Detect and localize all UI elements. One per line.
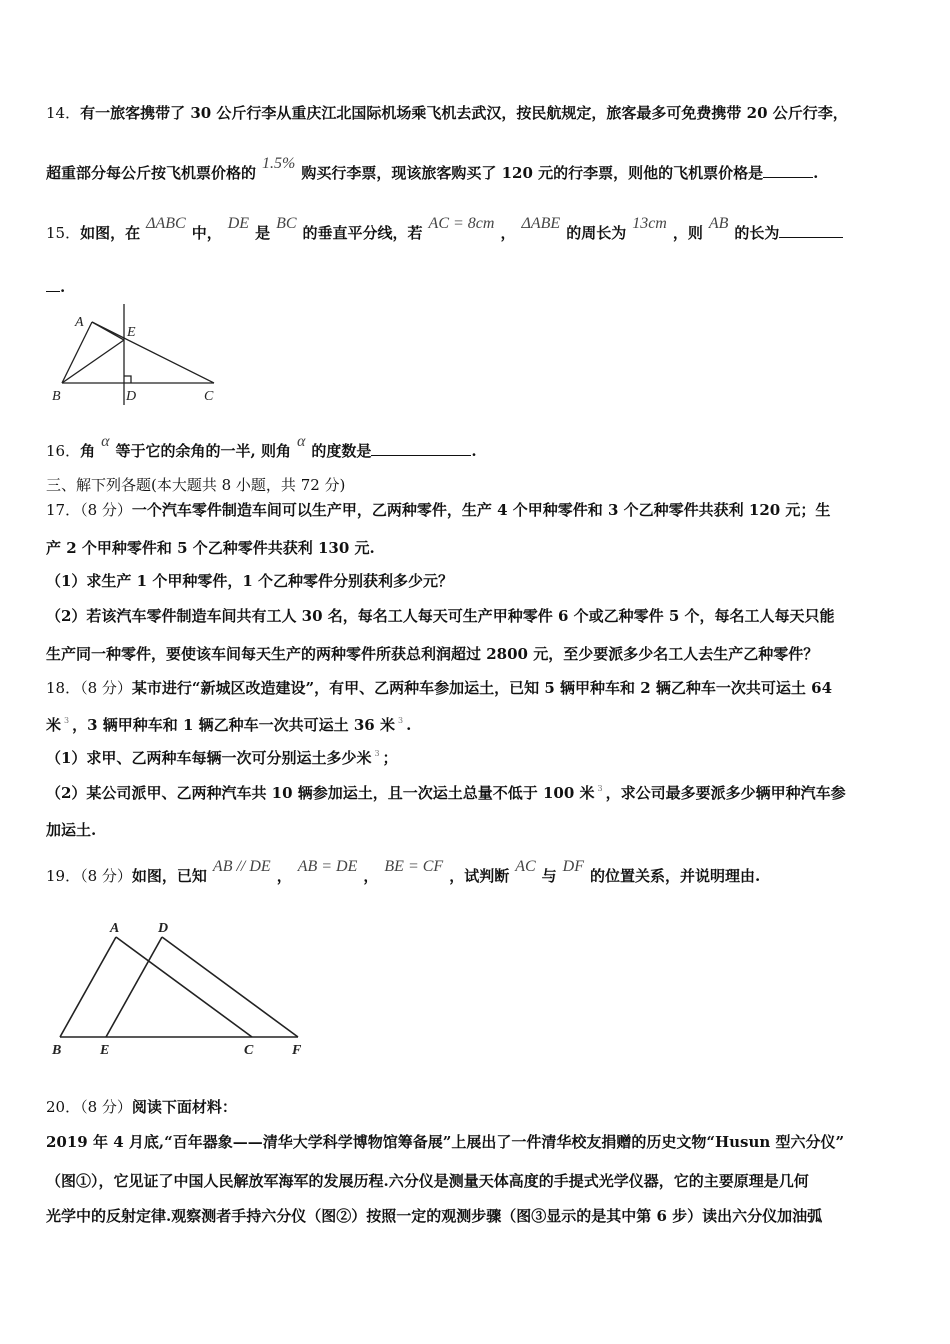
q20-material-3: 光学中的反射定律.观察测者手持六分仪（图②）按照一定的观测步骤（图③显示的是其中第 6 步）读出六分仪加油弧 xyxy=(46,1207,823,1225)
segment-df xyxy=(162,937,298,1037)
label-a: A xyxy=(110,921,120,936)
q18-sub-2-cont: 加运土. xyxy=(46,821,97,839)
q14-number: 14． xyxy=(46,104,81,122)
q20-material-1: 2019 年 4 月底,“百年器象——清华大学科学博物馆筹备展”上展出了一件清华校友捐赠的历史文物“Husun 型六分仪” xyxy=(46,1133,845,1151)
q19-line: 19．（8 分）如图，已知AB // DE，AB = DE，BE = CF，试判断AC与DF的位置关系，并说明理由. xyxy=(46,858,761,885)
q18-line-2: 米 $^3$ ，3 辆甲种车和 1 辆乙种车一次共可运土 36 米 $^3$ . xyxy=(46,716,412,734)
label-b: B xyxy=(52,389,61,404)
figure-q15-triangle xyxy=(44,300,234,410)
answer-blank xyxy=(371,441,471,456)
right-angle-mark xyxy=(124,376,131,383)
label-e: E xyxy=(100,1043,110,1058)
q17-sub-2a: （2）若该汽车零件制造车间共有工人 30 名，每名工人每天可生产甲种零件 6 个或乙种零件 5 个，每名工人每天只能 xyxy=(46,607,835,625)
label-a: A xyxy=(75,315,84,330)
q14-line-1: 14．有一旅客携带了 30 公斤行李从重庆江北国际机场乘飞机去武汉，按民航规定，旅客最多可免费携带 20 公斤行李， xyxy=(46,104,848,122)
math-percent: 1.5% xyxy=(262,155,296,172)
answer-blank xyxy=(763,163,813,178)
label-d: D xyxy=(126,389,137,404)
q18-sub-1: （1）求甲、乙两种车每辆一次可分别运土多少米 $^3$ ； xyxy=(46,749,398,767)
label-e: E xyxy=(127,325,136,340)
q15-number: 15． xyxy=(46,224,81,242)
q16-number: 16． xyxy=(46,442,81,460)
segment-de xyxy=(106,937,162,1037)
figure-q19-triangles xyxy=(44,915,324,1060)
q20-material-2: （图①），它见证了中国人民解放军海军的发展历程.六分仪是测量天体高度的手提式光学仪器，它的主要原理是几何 xyxy=(46,1172,809,1190)
label-c: C xyxy=(244,1043,254,1058)
answer-blank-cont xyxy=(46,277,60,292)
label-d: D xyxy=(158,921,169,936)
segment-ba xyxy=(62,322,92,383)
q18-sub-2: （2）某公司派甲、乙两种汽车共 10 辆参加运土，且一次运土总量不低于 100 米 $^3$ ，求公司最多要派多少辆甲种汽车参 xyxy=(46,784,846,802)
label-b: B xyxy=(52,1043,62,1058)
q15-line: 15．如图，在ΔABC中，DE是BC的垂直平分线，若AC = 8cm，ΔABE的周长为13cm，则AB的长为 xyxy=(46,223,910,244)
q18-line-1: 18．（8 分）某市进行“新城区改造建设”，有甲、乙两种车参加运土，已知 5 辆甲种车和 2 辆乙种车一次共可运土 64 xyxy=(46,679,833,697)
q17-sub-1: （1）求生产 1 个甲种零件，1 个乙种零件分别获利多少元？ xyxy=(46,572,453,590)
answer-blank xyxy=(779,223,843,238)
q17-sub-2b: 生产同一种零件，要使该车间每天生产的两种零件所获总利润超过 2800 元，至少要派多少名工人去生产乙种零件？ xyxy=(46,645,819,663)
q14-line-2: 超重部分每公斤按飞机票价格的1.5%购买行李票，现该旅客购买了 120 元的行李票，则他的飞机票价格是 . xyxy=(46,155,819,182)
q16-line: 16．角α等于它的余角的一半, 则角α的度数是 . xyxy=(46,433,477,460)
segment-ab xyxy=(60,937,116,1037)
q15-line-2: . xyxy=(46,277,910,297)
q17-line-2: 产 2 个甲种零件和 5 个乙种零件共获利 130 元. xyxy=(46,539,375,557)
segment-ac xyxy=(116,937,252,1037)
segment-be xyxy=(62,340,124,383)
q20-line: 20．（8 分）阅读下面材料： xyxy=(46,1098,237,1116)
section-heading: 三、解下列各题(本大题共 8 小题，共 72 分) xyxy=(46,476,346,494)
label-f: F xyxy=(292,1043,302,1058)
segment-ac xyxy=(92,322,214,383)
q17-line-1: 17．（8 分）一个汽车零件制造车间可以生产甲，乙两种零件，生产 4 个甲种零件和 3 个乙种零件共获利 120 元；生 xyxy=(46,501,831,519)
label-c: C xyxy=(204,389,214,404)
